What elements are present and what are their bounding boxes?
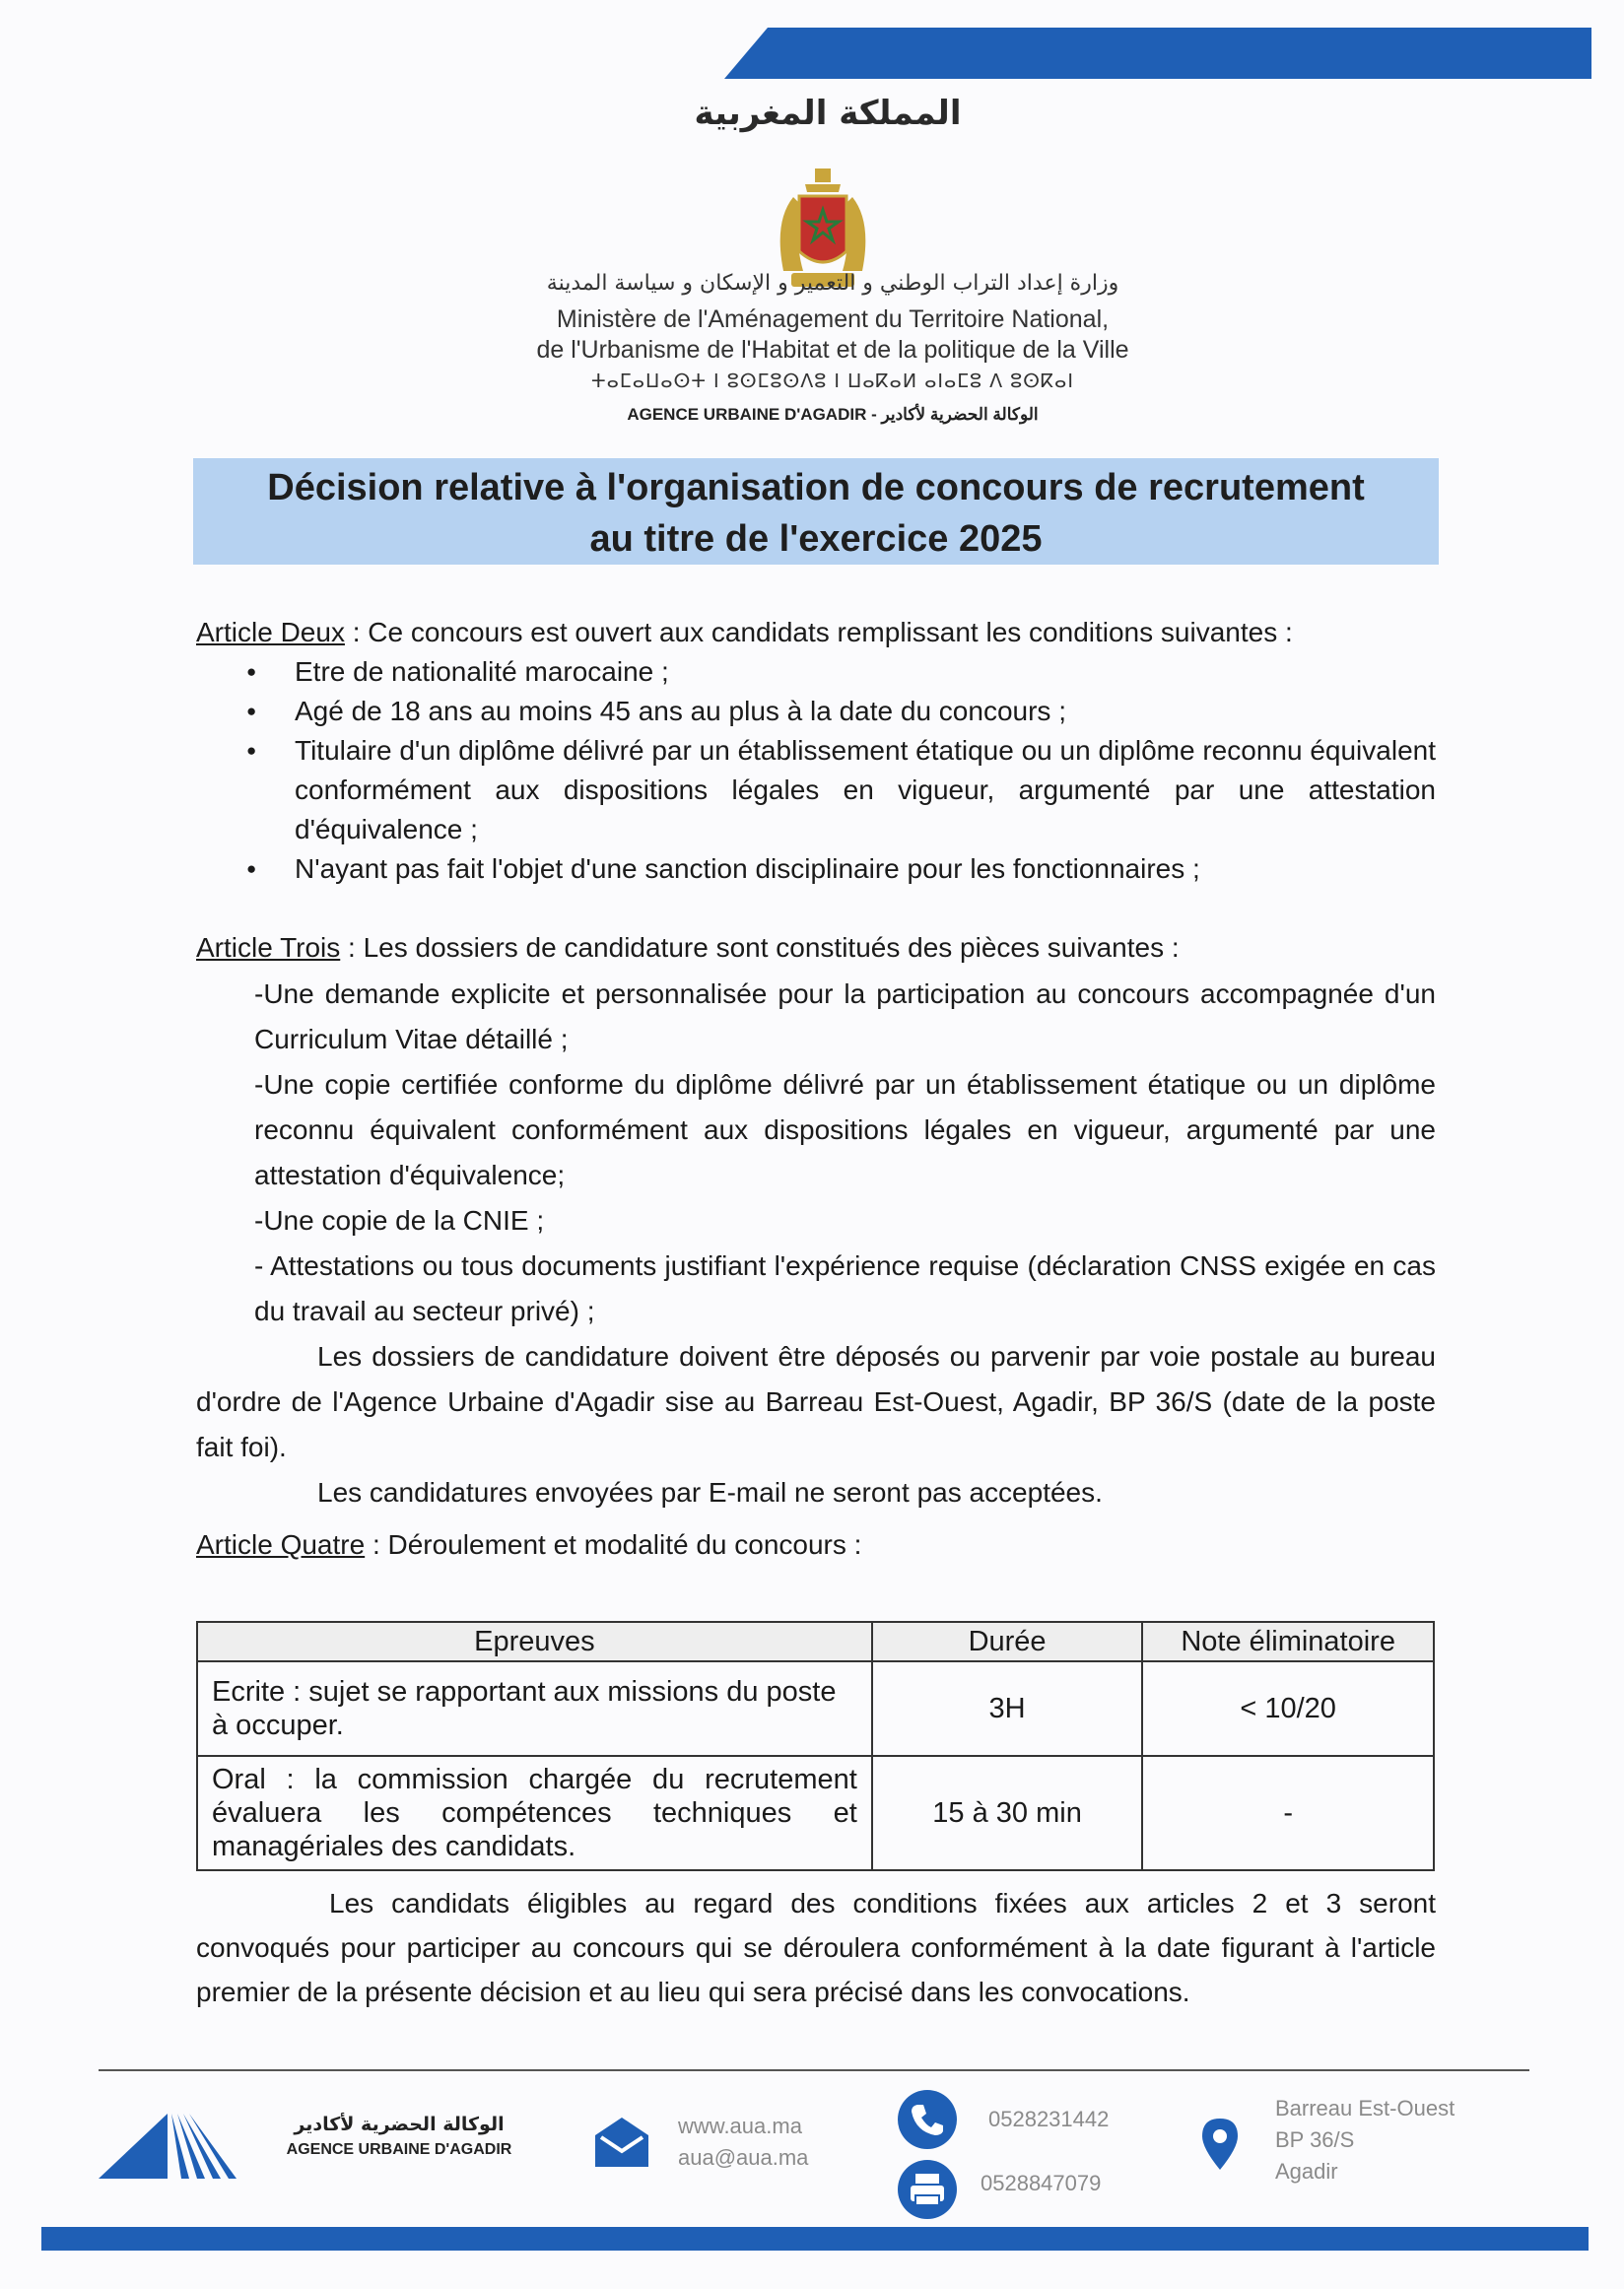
article-4-intro-text: : Déroulement et modalité du concours :: [365, 1529, 862, 1560]
ministry-fr-line-2: de l'Urbanisme de l'Habitat et de la politique de la Ville: [536, 336, 1129, 364]
article-3-intro-text: : Les dossiers de candidature sont constitués des pièces suivantes :: [340, 932, 1180, 963]
ministry-name-tifinagh: ⵜⴰⵎⴰⵡⴰⵙⵜ ⵏ ⵓⵙⵎⵓⵙⴷⵓ ⵏ ⵡⴰⴽⴰⵍ ⴰⵏⴰⵎⵓ ⴷ ⵓⵙⴽⴰⵏ: [591, 370, 1074, 392]
table-cell: 3H: [872, 1661, 1143, 1756]
email-link[interactable]: aua@aua.ma: [678, 2145, 809, 2170]
fax-icon: [898, 2160, 957, 2219]
address-line: Agadir: [1275, 2159, 1338, 2184]
phone-icon: [898, 2090, 957, 2149]
footer-web-contacts: [678, 2111, 808, 2174]
document-body: [196, 613, 1436, 1565]
bottom-blue-band: [41, 2227, 1589, 2251]
fax-number: 0528847079: [981, 2171, 1102, 2195]
footer-agency-fr: AGENCE URBAINE D'AGADIR: [286, 2141, 512, 2158]
address-line: Barreau Est-Ouest: [1275, 2096, 1455, 2121]
list-item: -Une copie de la CNIE ;: [254, 1205, 545, 1236]
ministry-fr-line-1: Ministère de l'Aménagement du Territoire National,: [556, 305, 1110, 333]
table-header: Durée: [872, 1622, 1143, 1661]
location-pin-icon: [1200, 2117, 1240, 2172]
list-item: ● N'ayant pas fait l'objet d'une sanction disciplinaire pour les fonctionnaires ;: [196, 849, 1436, 889]
list-item: -Une demande explicite et personnalisée pour la participation au concours accompagnée d'un Curriculum Vitae détaillé ;: [254, 978, 1436, 1054]
list-item: ● Etre de nationalité marocaine ;: [196, 652, 1436, 692]
article-2-label: Article Deux: [196, 617, 345, 647]
ministry-name-ar: وزارة إعداد التراب الوطني و التعمير و الإسكان و سياسة المدينة: [546, 271, 1119, 296]
article-2-intro: [196, 613, 1436, 652]
footer-address: [1275, 2093, 1455, 2188]
list-item: -Une copie certifiée conforme du diplôme délivré par un établissement étatique ou un diplôme reconnu équivalent conformément aux dispositions légales en vigueur, argumenté par une attestation d'équivalence;: [254, 1069, 1436, 1190]
article-3-intro: [196, 928, 1436, 968]
table-cell: -: [1142, 1756, 1434, 1870]
decision-title-line-1: Décision relative à l'organisation de concours de recrutement: [267, 467, 1365, 508]
article-4-intro: [196, 1525, 1436, 1565]
article-2-intro-text: : Ce concours est ouvert aux candidats remplissant les conditions suivantes :: [344, 617, 1293, 647]
list-item: ● Titulaire d'un diplôme délivré par un établissement étatique ou un diplôme reconnu équivalent conformément aux dispositions légales en vigueur, argumenté par une attestation d'équivalence ;: [196, 731, 1436, 849]
website-link[interactable]: www.aua.ma: [678, 2114, 802, 2138]
email-note: Les candidatures envoyées par E-mail ne seront pas acceptées.: [317, 1477, 1103, 1508]
agency-logo-icon: [99, 2102, 237, 2181]
table-cell: < 10/20: [1142, 1661, 1434, 1756]
kingdom-title-ar: المملكة المغربية: [694, 94, 962, 133]
envelope-icon: [591, 2116, 652, 2169]
table-cell: Oral : la commission chargée du recrutement évaluera les compétences techniques et managériales des candidats.: [197, 1756, 872, 1870]
table-cell: 15 à 30 min: [872, 1756, 1143, 1870]
top-blue-band: [724, 28, 1591, 79]
closing-paragraph: Les candidats éligibles au regard des conditions fixées aux articles 2 et 3 seront convoqués pour participer au concours qui se déroulera conformément à la date figurant à l'article premier de la présente décision et au lieu qui sera précisé dans les convocations.: [196, 1888, 1436, 2007]
table-row: [197, 1661, 1434, 1756]
article-3-documents-list: [196, 972, 1436, 1334]
table-header-row: [197, 1622, 1434, 1661]
deposit-paragraph: Les dossiers de candidature doivent être déposés ou parvenir par voie postale au bureau d'ordre de l'Agence Urbaine d'Agadir sise au Barreau Est-Ouest, Agadir, BP 36/S (date de la poste fait foi).: [196, 1341, 1436, 1462]
ministry-name-fr: [424, 304, 1242, 366]
exam-table: [196, 1621, 1435, 1871]
agency-name-line: AGENCE URBAINE D'AGADIR - الوكالة الحضرية لأكادير: [627, 405, 1039, 424]
phone-number: 0528231442: [988, 2107, 1110, 2131]
footer-divider: [99, 2069, 1529, 2071]
footer-agency-ar: الوكالة الحضرية لأكادير: [294, 2114, 505, 2135]
article-3-label: Article Trois: [196, 932, 341, 963]
table-header: Epreuves: [197, 1622, 872, 1661]
table-header: Note éliminatoire: [1142, 1622, 1434, 1661]
decision-title-box: [193, 458, 1439, 565]
decision-title-line-2: au titre de l'exercice 2025: [589, 518, 1043, 560]
article-4-label: Article Quatre: [196, 1529, 366, 1560]
list-item: - Attestations ou tous documents justifiant l'expérience requise (déclaration CNSS exigée en cas du travail au secteur privé) ;: [254, 1250, 1436, 1326]
list-item: ● Agé de 18 ans au moins 45 ans au plus à la date du concours ;: [196, 692, 1436, 731]
footer-agency-name: [266, 2114, 532, 2159]
article-2-conditions-list: [196, 652, 1436, 889]
address-line: BP 36/S: [1275, 2127, 1355, 2152]
table-cell: Ecrite : sujet se rapportant aux missions du poste à occuper.: [197, 1661, 872, 1756]
table-row: [197, 1756, 1434, 1870]
